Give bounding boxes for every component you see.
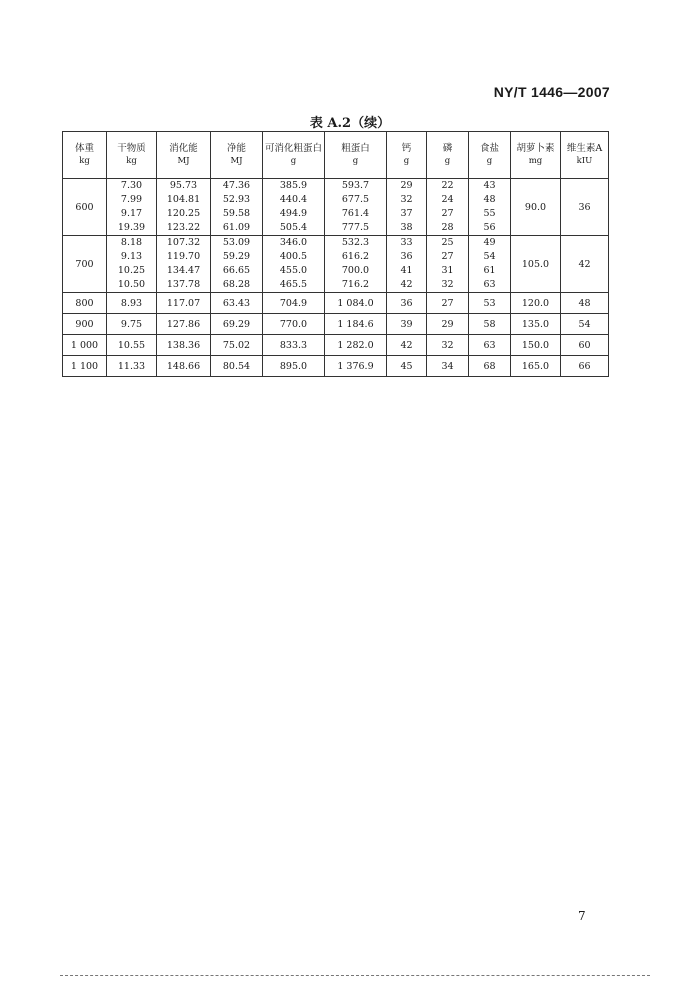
value-cell (325, 236, 387, 293)
value-cell (427, 335, 469, 356)
column-header (325, 132, 387, 179)
cell-value: 55 (483, 208, 496, 219)
cell-value: 9.17 (120, 208, 143, 219)
cell-value: 68 (483, 360, 496, 372)
cell-value: 42 (400, 339, 413, 351)
cell-value: 32 (441, 279, 454, 290)
value-cell (469, 236, 511, 293)
bottom-rule (60, 975, 650, 976)
value-cell (107, 293, 157, 314)
cell-value: 440.4 (279, 194, 308, 205)
cell-value: 42 (400, 279, 413, 290)
column-name: 体重 (74, 143, 94, 154)
cell-value: 700.0 (341, 265, 370, 276)
cell-value: 148.66 (166, 360, 201, 372)
cell-value: 134.47 (166, 265, 201, 276)
cell-value: 123.22 (166, 222, 201, 233)
cell-value: 119.70 (166, 251, 201, 262)
cell-value: 1 184.6 (337, 318, 374, 330)
value-cell (469, 356, 511, 377)
column-header (63, 132, 107, 179)
value-cell (211, 335, 263, 356)
table-row (63, 335, 609, 356)
cell-value: 27 (441, 251, 454, 262)
value-cell (211, 293, 263, 314)
cell-value: 48 (483, 194, 496, 205)
vitamin-a-cell: 48 (561, 293, 609, 314)
carotene-cell: 90.0 (511, 179, 561, 236)
value-cell (157, 293, 211, 314)
cell-value: 385.9 (279, 180, 308, 191)
column-name: 维生素A (566, 143, 603, 154)
vitamin-a-cell: 54 (561, 314, 609, 335)
cell-value: 41 (400, 265, 413, 276)
cell-value: 704.9 (279, 297, 308, 309)
nutrient-table (62, 131, 609, 377)
cell-value: 400.5 (279, 251, 308, 262)
column-unit: g (352, 156, 359, 166)
table-caption: 表 A.2（续） (309, 116, 391, 131)
value-cell (469, 293, 511, 314)
column-header (469, 132, 511, 179)
carotene-cell: 150.0 (511, 335, 561, 356)
cell-value: 63 (483, 339, 496, 351)
carotene-cell: 120.0 (511, 293, 561, 314)
column-unit: kg (126, 156, 137, 166)
cell-value: 36 (400, 297, 413, 309)
cell-value: 38 (400, 222, 413, 233)
cell-value: 37 (400, 208, 413, 219)
cell-value: 9.13 (120, 251, 143, 262)
cell-value: 59.29 (222, 251, 251, 262)
column-unit: g (444, 156, 451, 166)
weight-cell: 700 (63, 236, 107, 293)
cell-value: 59.58 (222, 208, 251, 219)
value-cell (107, 314, 157, 335)
value-cell (263, 236, 325, 293)
value-cell (107, 179, 157, 236)
cell-value: 455.0 (279, 265, 308, 276)
value-cell (469, 335, 511, 356)
cell-value: 80.54 (222, 360, 251, 372)
column-unit: g (486, 156, 493, 166)
value-cell (263, 179, 325, 236)
value-cell (211, 314, 263, 335)
cell-value: 34 (441, 360, 454, 372)
cell-value: 7.99 (120, 194, 143, 205)
value-cell (211, 179, 263, 236)
cell-value: 9.75 (120, 318, 143, 330)
value-cell (263, 314, 325, 335)
column-unit: g (290, 156, 297, 166)
weight-cell: 600 (63, 179, 107, 236)
cell-value: 27 (441, 208, 454, 219)
cell-value: 137.78 (166, 279, 201, 290)
cell-value: 36 (400, 251, 413, 262)
cell-value: 127.86 (166, 318, 201, 330)
cell-value: 32 (400, 194, 413, 205)
column-unit: kIU (576, 156, 593, 166)
cell-value: 54 (483, 251, 496, 262)
column-header (157, 132, 211, 179)
cell-value: 75.02 (222, 339, 251, 351)
column-name: 可消化粗蛋白 (264, 143, 322, 154)
cell-value: 616.2 (341, 251, 370, 262)
cell-value: 833.3 (279, 339, 308, 351)
column-name: 胡萝卜素 (516, 143, 555, 154)
column-unit: MJ (177, 156, 190, 166)
cell-value: 63.43 (222, 297, 251, 309)
column-header (427, 132, 469, 179)
cell-value: 43 (483, 180, 496, 191)
column-header (107, 132, 157, 179)
column-unit: MJ (230, 156, 243, 166)
page-number: 7 (578, 909, 586, 923)
value-cell (325, 179, 387, 236)
column-name: 食盐 (479, 143, 499, 154)
vitamin-a-cell: 66 (561, 356, 609, 377)
cell-value: 346.0 (279, 237, 308, 248)
value-cell (427, 179, 469, 236)
value-cell (157, 314, 211, 335)
cell-value: 8.93 (120, 297, 143, 309)
column-header (511, 132, 561, 179)
value-cell (263, 335, 325, 356)
value-cell (211, 356, 263, 377)
value-cell (157, 236, 211, 293)
value-cell (427, 314, 469, 335)
value-cell (157, 335, 211, 356)
column-unit: kg (79, 156, 90, 166)
value-cell (157, 356, 211, 377)
column-header (387, 132, 427, 179)
cell-value: 465.5 (279, 279, 308, 290)
value-cell (211, 236, 263, 293)
cell-value: 24 (441, 194, 454, 205)
cell-value: 7.30 (120, 180, 143, 191)
cell-value: 138.36 (166, 339, 201, 351)
column-name: 消化能 (169, 143, 198, 154)
column-unit: g (403, 156, 410, 166)
cell-value: 27 (441, 297, 454, 309)
cell-value: 25 (441, 237, 454, 248)
cell-value: 19.39 (117, 222, 146, 233)
cell-value: 53 (483, 297, 496, 309)
value-cell (107, 356, 157, 377)
value-cell (325, 314, 387, 335)
value-cell (387, 179, 427, 236)
value-cell (325, 356, 387, 377)
value-cell (325, 293, 387, 314)
value-cell (325, 335, 387, 356)
cell-value: 95.73 (169, 180, 198, 191)
cell-value: 33 (400, 237, 413, 248)
cell-value: 58 (483, 318, 496, 330)
cell-value: 1 376.9 (337, 360, 374, 372)
value-cell (107, 335, 157, 356)
standard-code: NY/T 1446—2007 (493, 84, 610, 100)
cell-value: 120.25 (166, 208, 201, 219)
cell-value: 29 (400, 180, 413, 191)
column-unit: mg (528, 156, 543, 166)
cell-value: 505.4 (279, 222, 308, 233)
value-cell (387, 335, 427, 356)
weight-cell: 900 (63, 314, 107, 335)
table-row (63, 179, 609, 236)
cell-value: 11.33 (117, 360, 146, 372)
cell-value: 28 (441, 222, 454, 233)
table-row (63, 314, 609, 335)
table-body (63, 179, 609, 377)
cell-value: 52.93 (222, 194, 251, 205)
table-row (63, 236, 609, 293)
cell-value: 66.65 (222, 265, 251, 276)
cell-value: 770.0 (279, 318, 308, 330)
column-header (561, 132, 609, 179)
value-cell (387, 293, 427, 314)
cell-value: 117.07 (166, 297, 201, 309)
cell-value: 32 (441, 339, 454, 351)
column-header (263, 132, 325, 179)
value-cell (387, 356, 427, 377)
cell-value: 10.25 (117, 265, 146, 276)
cell-value: 777.5 (341, 222, 370, 233)
carotene-cell: 165.0 (511, 356, 561, 377)
value-cell (469, 179, 511, 236)
cell-value: 29 (441, 318, 454, 330)
cell-value: 53.09 (222, 237, 251, 248)
column-name: 干物质 (117, 143, 146, 154)
cell-value: 61.09 (222, 222, 251, 233)
value-cell (107, 236, 157, 293)
column-name: 粗蛋白 (341, 143, 370, 154)
value-cell (427, 356, 469, 377)
table-header-row (63, 132, 609, 179)
value-cell (263, 356, 325, 377)
cell-value: 10.55 (117, 339, 146, 351)
cell-value: 69.29 (222, 318, 251, 330)
cell-value: 68.28 (222, 279, 251, 290)
table-row (63, 293, 609, 314)
vitamin-a-cell: 42 (561, 236, 609, 293)
value-cell (263, 293, 325, 314)
value-cell (427, 236, 469, 293)
cell-value: 1 282.0 (337, 339, 374, 351)
column-name: 磷 (442, 143, 453, 154)
cell-value: 56 (483, 222, 496, 233)
cell-value: 31 (441, 265, 454, 276)
carotene-cell: 135.0 (511, 314, 561, 335)
cell-value: 39 (400, 318, 413, 330)
table-row (63, 356, 609, 377)
cell-value: 22 (441, 180, 454, 191)
weight-cell: 1 000 (63, 335, 107, 356)
cell-value: 494.9 (279, 208, 308, 219)
cell-value: 716.2 (341, 279, 370, 290)
cell-value: 61 (483, 265, 496, 276)
cell-value: 104.81 (166, 194, 201, 205)
cell-value: 593.7 (341, 180, 370, 191)
cell-value: 45 (400, 360, 413, 372)
weight-cell: 1 100 (63, 356, 107, 377)
cell-value: 49 (483, 237, 496, 248)
vitamin-a-cell: 36 (561, 179, 609, 236)
cell-value: 8.18 (120, 237, 143, 248)
cell-value: 532.3 (341, 237, 370, 248)
value-cell (157, 179, 211, 236)
carotene-cell: 105.0 (511, 236, 561, 293)
cell-value: 47.36 (222, 180, 251, 191)
column-name: 钙 (401, 143, 412, 154)
cell-value: 895.0 (279, 360, 308, 372)
value-cell (387, 314, 427, 335)
column-name: 净能 (226, 143, 246, 154)
weight-cell: 800 (63, 293, 107, 314)
cell-value: 63 (483, 279, 496, 290)
vitamin-a-cell: 60 (561, 335, 609, 356)
cell-value: 1 084.0 (337, 297, 374, 309)
column-header (211, 132, 263, 179)
cell-value: 677.5 (341, 194, 370, 205)
cell-value: 10.50 (117, 279, 146, 290)
cell-value: 107.32 (166, 237, 201, 248)
value-cell (469, 314, 511, 335)
cell-value: 761.4 (341, 208, 370, 219)
value-cell (427, 293, 469, 314)
value-cell (387, 236, 427, 293)
